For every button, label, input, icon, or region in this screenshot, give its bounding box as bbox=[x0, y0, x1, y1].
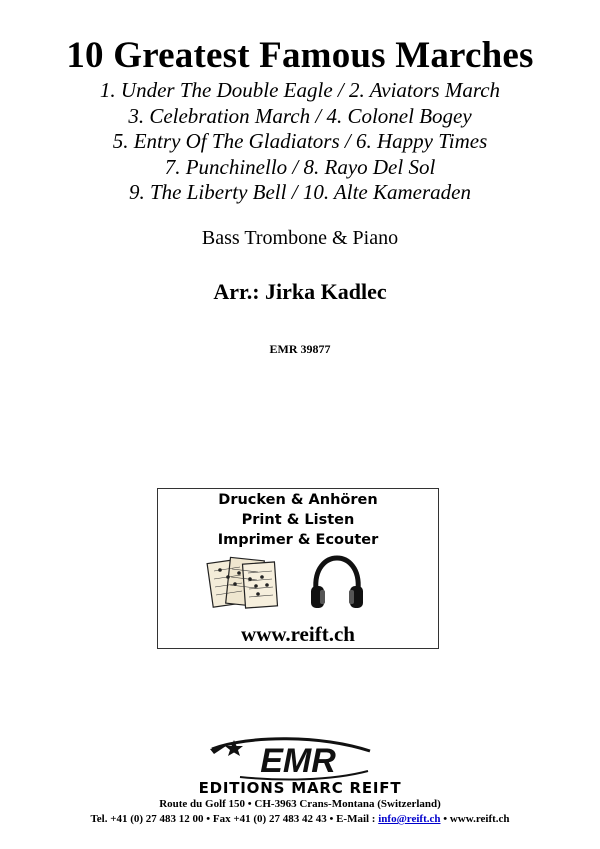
pieces-line: 9. The Liberty Bell / 10. Alte Kameraden bbox=[129, 180, 471, 204]
instrumentation: Bass Trombone & Piano bbox=[201, 227, 399, 249]
headphones-icon bbox=[308, 554, 366, 616]
email-link[interactable]: info@reift.ch bbox=[378, 813, 441, 825]
sheet-music-icon bbox=[206, 555, 282, 613]
publisher-name: EDITIONS MARC REIFT bbox=[198, 779, 402, 797]
page-title: 10 Greatest Famous Marches bbox=[66, 35, 534, 76]
promo-icons bbox=[158, 550, 438, 620]
catalog-number: EMR 39877 bbox=[269, 342, 331, 356]
arranger: Arr.: Jirka Kadlec bbox=[213, 279, 387, 304]
pieces-line: 5. Entry Of The Gladiators / 6. Happy Times bbox=[112, 129, 488, 153]
emr-logo bbox=[200, 737, 400, 781]
logo-text: EMR bbox=[260, 742, 336, 780]
phone-fax: Tel. +41 (0) 27 483 12 00 • Fax +41 (0) 27 483 42 43 • E-Mail : bbox=[90, 813, 379, 825]
pieces-line: 3. Celebration March / 4. Colonel Bogey bbox=[128, 103, 472, 128]
promo-line-fr: Imprimer & Ecouter bbox=[217, 532, 379, 548]
promo-line-en: Print & Listen bbox=[241, 512, 355, 528]
website-link[interactable]: www.reift.ch bbox=[241, 622, 355, 646]
promo-line-de: Drucken & Anhören bbox=[218, 492, 378, 508]
pieces-line: 7. Punchinello / 8. Rayo Del Sol bbox=[164, 154, 436, 179]
pieces-list bbox=[0, 78, 600, 206]
publisher-address: Route du Golf 150 • CH-3963 Crans-Montana (Switzerland) bbox=[159, 798, 441, 810]
print-listen-box[interactable] bbox=[157, 488, 439, 649]
pieces-line: 1. Under The Double Eagle / 2. Aviators March bbox=[99, 78, 501, 102]
publisher-contact bbox=[0, 813, 600, 825]
website-footer: • www.reift.ch bbox=[440, 813, 510, 825]
